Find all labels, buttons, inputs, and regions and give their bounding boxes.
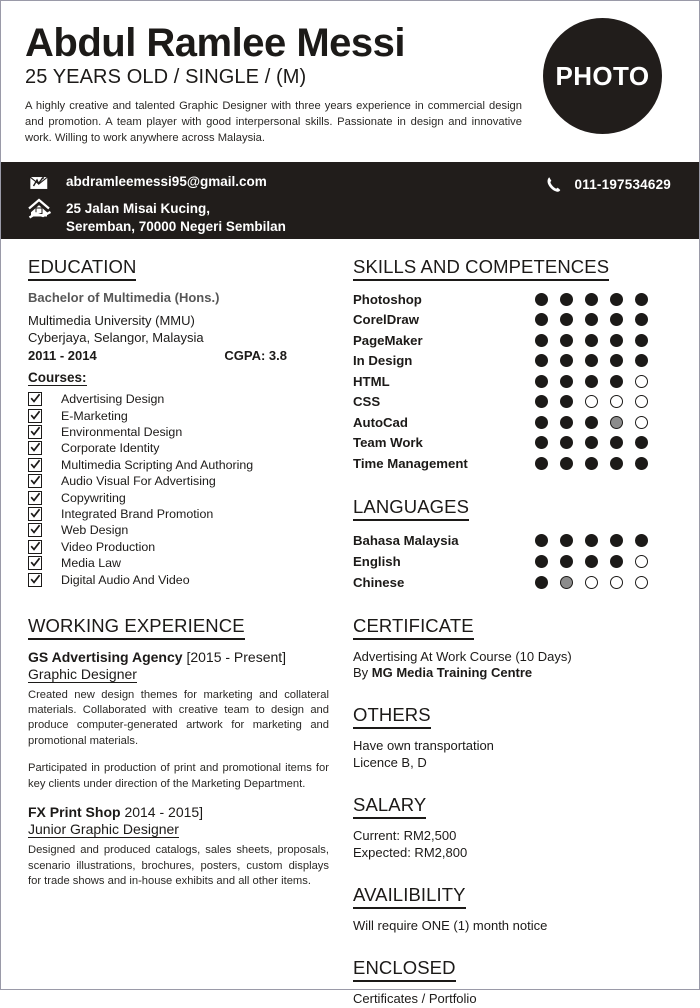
education-university: Multimedia University (MMU) bbox=[28, 313, 195, 328]
course-label: Advertising Design bbox=[61, 392, 165, 407]
rating-dot-full bbox=[560, 375, 573, 388]
course-item[interactable] bbox=[28, 409, 329, 423]
rating-dot-empty bbox=[635, 576, 648, 589]
course-item[interactable] bbox=[28, 491, 329, 505]
skill-row bbox=[353, 351, 677, 372]
course-label: Audio Visual For Advertising bbox=[61, 474, 216, 489]
certificate-section bbox=[353, 615, 677, 683]
checkbox-checked-icon[interactable] bbox=[28, 556, 42, 570]
job-description: Participated in production of print and promotional items for key clients under direction of the Marketing Department. bbox=[28, 762, 329, 790]
rating-dot-full bbox=[560, 534, 573, 547]
rating-dot-full bbox=[560, 416, 573, 429]
course-label: Web Design bbox=[61, 523, 129, 538]
address-text bbox=[66, 198, 286, 236]
address-line-1: 25 Jalan Misai Kucing, bbox=[66, 201, 211, 216]
rating-dot-empty bbox=[585, 576, 598, 589]
languages-heading: LANGUAGES bbox=[353, 496, 469, 521]
courses-label: Courses: bbox=[28, 370, 87, 386]
education-years: 2011 - 2014 bbox=[28, 348, 97, 364]
skill-label: PageMaker bbox=[353, 332, 423, 348]
rating-dot-full bbox=[610, 375, 623, 388]
course-label: Environmental Design bbox=[61, 425, 183, 440]
left-column bbox=[1, 256, 343, 1008]
checkbox-checked-icon[interactable] bbox=[28, 425, 42, 439]
rating-dot-full bbox=[635, 313, 648, 326]
courses-list bbox=[28, 392, 329, 586]
language-label: Chinese bbox=[353, 574, 405, 590]
rating-dot-full bbox=[560, 293, 573, 306]
checkbox-checked-icon[interactable] bbox=[28, 523, 42, 537]
rating-dot-empty bbox=[610, 395, 623, 408]
rating-dot-empty bbox=[635, 555, 648, 568]
availability-line-1: Will require ONE (1) month notice bbox=[353, 917, 548, 933]
job-title-row bbox=[28, 804, 329, 820]
rating-dot-full bbox=[535, 395, 548, 408]
checkbox-checked-icon[interactable] bbox=[28, 392, 42, 406]
rating-dot-full bbox=[610, 354, 623, 367]
skill-row bbox=[353, 453, 677, 474]
availability-heading: AVAILIBILITY bbox=[353, 884, 466, 909]
skill-row bbox=[353, 412, 677, 433]
skills-heading: SKILLS AND COMPETENCES bbox=[353, 256, 609, 281]
rating-dot-full bbox=[535, 534, 548, 547]
skill-label: CSS bbox=[353, 394, 381, 410]
photo-placeholder bbox=[543, 18, 662, 134]
rating-dot-full bbox=[610, 313, 623, 326]
certificate-line-2 bbox=[353, 665, 677, 682]
contact-bar bbox=[1, 162, 699, 239]
course-label: Multimedia Scripting And Authoring bbox=[61, 457, 254, 472]
skill-row bbox=[353, 330, 677, 351]
certificate-by-prefix: By bbox=[353, 665, 372, 681]
rating-dot-full bbox=[535, 313, 548, 326]
enclosed-line-1: Certificates / Portfolio bbox=[353, 990, 477, 1006]
phone-icon bbox=[546, 175, 564, 193]
envelope-icon bbox=[28, 171, 52, 193]
checkbox-checked-icon[interactable] bbox=[28, 474, 42, 488]
course-label: Digital Audio And Video bbox=[61, 572, 190, 587]
rating-dot-full bbox=[535, 416, 548, 429]
rating-dot-empty bbox=[635, 416, 648, 429]
certificate-heading: CERTIFICATE bbox=[353, 615, 474, 640]
rating-dot-full bbox=[635, 457, 648, 470]
checkbox-checked-icon[interactable] bbox=[28, 441, 42, 455]
address-line-2: Seremban, 70000 Negeri Sembilan bbox=[66, 218, 286, 234]
languages-section bbox=[353, 496, 677, 593]
skill-label: Photoshop bbox=[353, 291, 422, 307]
checkbox-checked-icon[interactable] bbox=[28, 458, 42, 472]
job-title-row bbox=[28, 649, 329, 665]
rating-dot-full bbox=[585, 534, 598, 547]
contact-phone-row bbox=[546, 175, 671, 193]
contact-address-row bbox=[28, 198, 675, 236]
course-label: Media Law bbox=[61, 556, 121, 571]
resume-body bbox=[1, 239, 699, 1008]
skill-label: In Design bbox=[353, 353, 413, 369]
rating-dot-full bbox=[585, 375, 598, 388]
checkbox-checked-icon[interactable] bbox=[28, 573, 42, 587]
course-item[interactable] bbox=[28, 573, 329, 587]
rating-dot-full bbox=[535, 555, 548, 568]
language-row bbox=[353, 551, 677, 572]
experience-heading: WORKING EXPERIENCE bbox=[28, 615, 245, 640]
rating-dot-full bbox=[585, 293, 598, 306]
rating-dot-empty bbox=[585, 395, 598, 408]
others-section bbox=[353, 704, 677, 772]
language-rating-dots bbox=[535, 555, 660, 568]
enclosed-section bbox=[353, 957, 677, 1008]
skill-row bbox=[353, 371, 677, 392]
enclosed-heading: ENCLOSED bbox=[353, 957, 456, 982]
rating-dot-empty bbox=[635, 395, 648, 408]
job-company: GS Advertising Agency bbox=[28, 648, 183, 665]
email-text: abdramleemessi95@gmail.com bbox=[66, 174, 267, 189]
rating-dot-full bbox=[560, 395, 573, 408]
job-entry bbox=[28, 804, 329, 889]
course-item[interactable] bbox=[28, 556, 329, 570]
rating-dot-full bbox=[610, 334, 623, 347]
job-description: Designed and produced catalogs, sales sheets, proposals, scenario illustrations, brochures, posters, custom displays for trade shows and in-house exhibits and all other items. bbox=[28, 844, 329, 888]
skill-rating-dots bbox=[535, 293, 660, 306]
skill-label: Time Management bbox=[353, 455, 468, 471]
checkbox-checked-icon[interactable] bbox=[28, 540, 42, 554]
skill-label: CorelDraw bbox=[353, 312, 419, 328]
rating-dot-full bbox=[610, 293, 623, 306]
rating-dot-full bbox=[610, 555, 623, 568]
job-role: Graphic Designer bbox=[28, 665, 137, 682]
rating-dot-full bbox=[585, 416, 598, 429]
profile-summary: A highly creative and talented Graphic Designer with three years experience in commercial design and promotion. A team player with good interpersonal skills. Passionate in design and innovative work. Willing to work anywhere across Malaysia. bbox=[25, 99, 522, 144]
course-item[interactable] bbox=[28, 441, 329, 455]
course-item[interactable] bbox=[28, 425, 329, 439]
rating-dot-empty bbox=[610, 576, 623, 589]
education-degree: Bachelor of Multimedia (Hons.) bbox=[28, 290, 220, 305]
salary-section bbox=[353, 794, 677, 862]
rating-dot-full bbox=[635, 293, 648, 306]
rating-dot-full bbox=[535, 375, 548, 388]
rating-dot-half bbox=[610, 416, 623, 429]
skill-row bbox=[353, 433, 677, 454]
course-label: Integrated Brand Promotion bbox=[61, 506, 214, 521]
others-heading: OTHERS bbox=[353, 704, 431, 729]
rating-dot-full bbox=[585, 354, 598, 367]
jobs-container bbox=[28, 649, 329, 890]
course-item[interactable] bbox=[28, 523, 329, 537]
rating-dot-full bbox=[560, 313, 573, 326]
checkbox-checked-icon[interactable] bbox=[28, 409, 42, 423]
skill-rating-dots bbox=[535, 354, 660, 367]
job-description: Created new design themes for marketing and collateral materials. Collaborated with creative team to design and produce computer-generated artwork for marketing and promotional materials. bbox=[28, 688, 329, 747]
rating-dot-full bbox=[585, 436, 598, 449]
skill-row bbox=[353, 310, 677, 331]
education-heading: EDUCATION bbox=[28, 256, 136, 281]
salary-heading: SALARY bbox=[353, 794, 426, 819]
rating-dot-full bbox=[635, 354, 648, 367]
certificate-provider: MG Media Training Centre bbox=[371, 665, 533, 681]
salary-current: Current: RM2,500 bbox=[353, 828, 457, 844]
skill-label: AutoCad bbox=[353, 414, 408, 430]
language-rating-dots bbox=[535, 534, 660, 547]
skill-row bbox=[353, 392, 677, 413]
language-label: Bahasa Malaysia bbox=[353, 532, 459, 548]
job-role: Junior Graphic Designer bbox=[28, 821, 179, 838]
course-label: Corporate Identity bbox=[61, 441, 160, 456]
page-title: Abdul Ramlee Messi bbox=[25, 21, 406, 65]
skill-rating-dots bbox=[535, 334, 660, 347]
course-label: Copywriting bbox=[61, 490, 126, 505]
job-period: 2014 - 2015] bbox=[120, 804, 204, 821]
rating-dot-full bbox=[535, 436, 548, 449]
language-row bbox=[353, 572, 677, 593]
rating-dot-full bbox=[560, 436, 573, 449]
rating-dot-empty bbox=[635, 375, 648, 388]
others-line-1: Have own transportation bbox=[353, 738, 494, 754]
rating-dot-full bbox=[610, 457, 623, 470]
education-year-row bbox=[28, 348, 329, 363]
photo-placeholder-label: PHOTO bbox=[555, 60, 650, 91]
availability-section bbox=[353, 884, 677, 935]
skill-row bbox=[353, 289, 677, 310]
course-item[interactable] bbox=[28, 458, 329, 472]
rating-dot-full bbox=[610, 534, 623, 547]
experience-section bbox=[28, 615, 329, 890]
rating-dot-full bbox=[610, 436, 623, 449]
rating-dot-full bbox=[585, 313, 598, 326]
rating-dot-full bbox=[585, 555, 598, 568]
rating-dot-full bbox=[635, 534, 648, 547]
skill-rating-dots bbox=[535, 416, 660, 429]
rating-dot-full bbox=[585, 457, 598, 470]
home-icon bbox=[28, 198, 52, 220]
header-subtitle: 25 YEARS OLD / SINGLE / (M) bbox=[25, 65, 307, 88]
rating-dot-full bbox=[535, 293, 548, 306]
course-item[interactable] bbox=[28, 392, 329, 406]
skill-rating-dots bbox=[535, 313, 660, 326]
certificate-line-1: Advertising At Work Course (10 Days) bbox=[353, 648, 572, 664]
salary-expected: Expected: RM2,800 bbox=[353, 844, 468, 860]
job-company: FX Print Shop bbox=[28, 804, 121, 821]
course-label: Video Production bbox=[61, 539, 156, 554]
skills-list bbox=[353, 289, 677, 474]
languages-list bbox=[353, 530, 677, 593]
skill-label: Team Work bbox=[353, 435, 423, 451]
skill-label: HTML bbox=[353, 373, 390, 389]
job-period: [2015 - Present] bbox=[182, 648, 287, 665]
rating-dot-full bbox=[635, 436, 648, 449]
skill-rating-dots bbox=[535, 436, 660, 449]
course-item[interactable] bbox=[28, 540, 329, 554]
rating-dot-full bbox=[535, 576, 548, 589]
course-item[interactable] bbox=[28, 507, 329, 521]
rating-dot-full bbox=[560, 334, 573, 347]
job-entry bbox=[28, 649, 329, 793]
course-label: E-Marketing bbox=[61, 408, 128, 423]
rating-dot-full bbox=[560, 457, 573, 470]
others-line-2: Licence B, D bbox=[353, 755, 427, 771]
language-rating-dots bbox=[535, 576, 660, 589]
rating-dot-full bbox=[560, 354, 573, 367]
right-column bbox=[343, 256, 699, 1008]
rating-dot-full bbox=[535, 457, 548, 470]
skill-rating-dots bbox=[535, 457, 660, 470]
rating-dot-full bbox=[560, 555, 573, 568]
education-location: Cyberjaya, Selangor, Malaysia bbox=[28, 329, 204, 345]
resume-header bbox=[1, 1, 699, 162]
rating-dot-full bbox=[635, 334, 648, 347]
rating-dot-full bbox=[535, 334, 548, 347]
rating-dot-full bbox=[535, 354, 548, 367]
language-label: English bbox=[353, 553, 401, 569]
checkbox-checked-icon[interactable] bbox=[28, 491, 42, 505]
phone-text: 011-197534629 bbox=[574, 176, 671, 192]
rating-dot-half bbox=[560, 576, 573, 589]
rating-dot-full bbox=[585, 334, 598, 347]
skill-rating-dots bbox=[535, 375, 660, 388]
checkbox-checked-icon[interactable] bbox=[28, 507, 42, 521]
education-cgpa: CGPA: 3.8 bbox=[224, 348, 287, 364]
language-row bbox=[353, 530, 677, 551]
course-item[interactable] bbox=[28, 474, 329, 488]
skill-rating-dots bbox=[535, 395, 660, 408]
